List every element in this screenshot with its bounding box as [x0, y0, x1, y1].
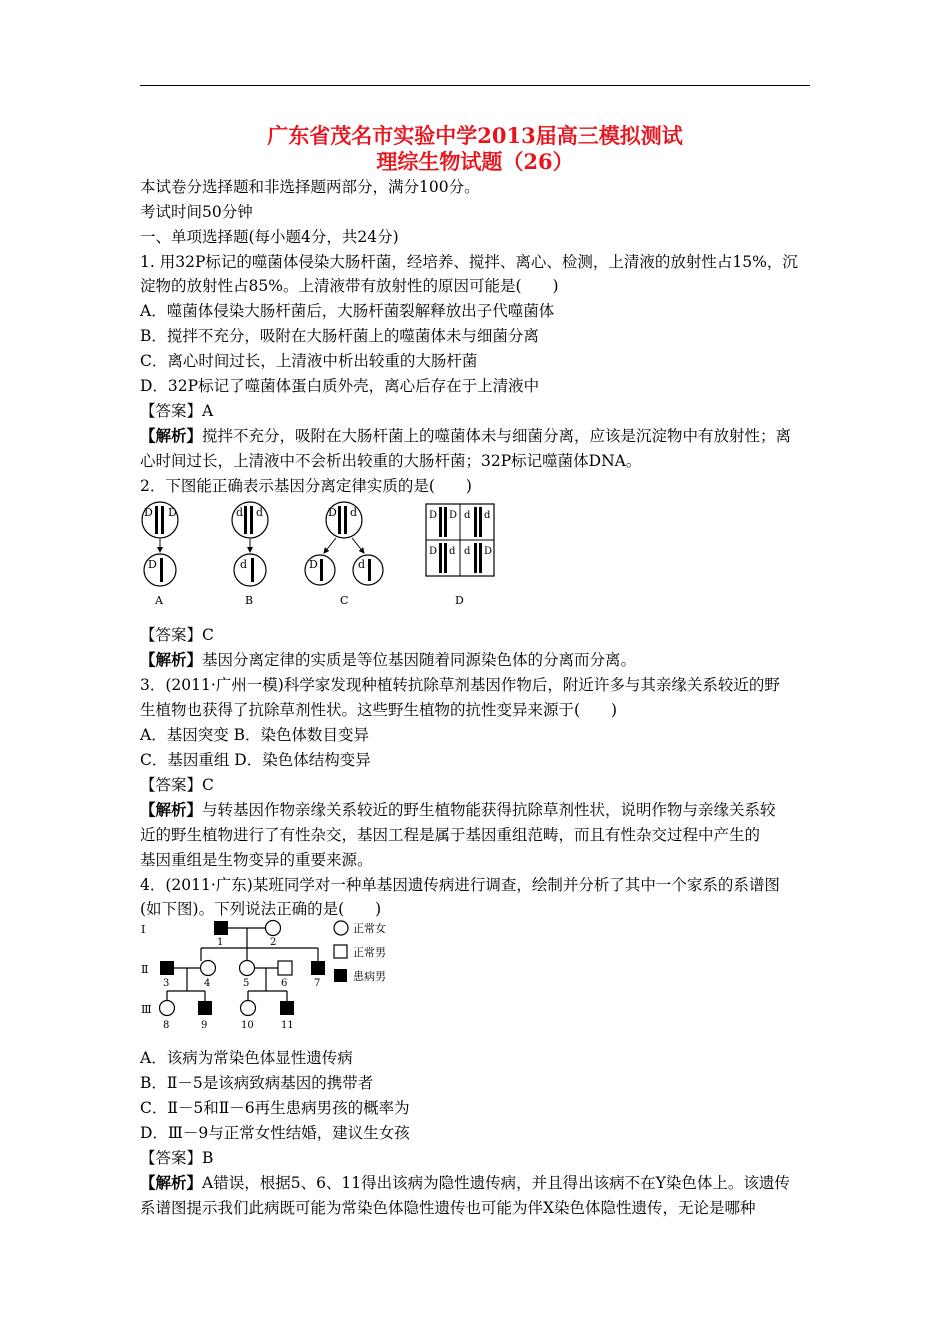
allele-label: d: [240, 558, 248, 571]
q4-analysis: 系谱图提示我们此病既可能为常染色体隐性遗传也可能为伴X染色体隐性遗传，无论是哪种: [140, 1199, 756, 1217]
allele-label: d: [449, 546, 456, 557]
allele-label: D: [429, 546, 438, 557]
normal-female: [241, 1001, 256, 1016]
individual-number: 5: [243, 978, 250, 989]
q1-stem: 1. 用32P标记的噬菌体侵染大肠杆菌，经培养、搅拌、离心、检测，上清液的放射性占15%，沉: [140, 253, 798, 271]
top-rule: [140, 85, 810, 86]
individual-number: 6: [281, 978, 288, 989]
figure-label-d: D: [455, 594, 464, 607]
allele-label: d: [484, 510, 491, 521]
figure-label-c: C: [340, 594, 349, 607]
affected-male: [198, 1001, 212, 1015]
analysis-tag: 【解析】: [140, 800, 203, 819]
q4-answer: 【答案】B: [140, 1149, 214, 1167]
allele-label: D: [168, 506, 177, 519]
individual-number: 8: [163, 1020, 170, 1031]
legend-label: 正常女: [353, 922, 386, 935]
q4-option-d: D．Ⅲ－9与正常女性结婚，建议生女孩: [140, 1124, 410, 1142]
allele-label: D: [309, 558, 318, 571]
analysis-tag: 【解析】: [140, 426, 203, 445]
affected-male: [160, 961, 174, 975]
q2-stem: 2．下图能正确表示基因分离定律实质的是( ): [140, 477, 472, 495]
q3-analysis: [140, 800, 815, 820]
q4-option-a: A．该病为常染色体显性遗传病: [140, 1049, 353, 1067]
q2-figure: [130, 498, 510, 610]
q4-option-b: B．Ⅱ－5是该病致病基因的携带者: [140, 1074, 374, 1092]
individual-number: 7: [314, 978, 321, 989]
allele-label: D: [148, 558, 157, 571]
affected-male: [311, 961, 325, 975]
normal-female: [201, 961, 216, 976]
q4-stem: 4．(2011·广东)某班同学对一种单基因遗传病进行调查，绘制并分析了其中一个家系的系谱图: [140, 876, 780, 894]
page-title: 广东省茂名市实验中学2013届高三模拟测试: [267, 123, 683, 148]
pedigree-legend: [334, 921, 386, 983]
normal-female: [160, 1001, 175, 1016]
q1-option-c: C．离心时间过长，上清液中析出较重的大肠杆菌: [140, 352, 478, 370]
affected-male: [280, 1001, 294, 1015]
normal-female: [266, 921, 281, 936]
analysis-text: 与转基因作物亲缘关系较近的野生植物能获得抗除草剂性状，说明作物与亲缘关系较: [202, 801, 776, 819]
analysis-text: 搅拌不充分，吸附在大肠杆菌上的噬菌体未与细菌分离，应该是沉淀物中有放射性；离: [202, 427, 792, 445]
legend-label: 患病男: [353, 970, 386, 983]
analysis-text: A错误，根据5、6、11得出该病为隐性遗传病，并且得出该病不在Y染色体上。该遗传: [202, 1174, 790, 1192]
q3-options: A．基因突变 B．染色体数目变异: [140, 726, 370, 744]
q2-answer: 【答案】C: [140, 626, 214, 644]
figure-d: [426, 504, 494, 607]
allele-label: D: [328, 506, 337, 519]
figure-label-b: B: [245, 594, 254, 607]
allele-label: d: [464, 510, 471, 521]
allele-label: D: [144, 506, 153, 519]
allele-label: D: [449, 510, 458, 521]
allele-label: D: [484, 546, 493, 557]
q1-analysis: [140, 426, 815, 446]
generation-label: Ⅲ: [141, 1003, 152, 1016]
affected-male: [214, 921, 228, 935]
pedigree-chart: [135, 916, 415, 1036]
generation-label: Ⅱ: [141, 963, 149, 976]
allele-label: d: [256, 506, 264, 519]
legend-label: 正常男: [353, 946, 386, 959]
q1-analysis: 心时间过长，上清液中不会析出较重的大肠杆菌；32P标记噬菌体DNA。: [140, 452, 642, 470]
figure-label-a: A: [155, 594, 163, 607]
normal-female: [240, 961, 255, 976]
individual-number: 11: [281, 1020, 294, 1031]
page-subtitle: 理综生物试题（26）: [376, 149, 574, 174]
q3-stem: 3．(2011·广州一模)科学家发现种植转抗除草剂基因作物后，附近许多与其亲缘关系较近的野: [140, 676, 780, 694]
q3-answer: 【答案】C: [140, 776, 214, 794]
q4-option-c: C．Ⅱ－5和Ⅱ－6再生患病男孩的概率为: [140, 1099, 410, 1117]
q1-stem: 淀物的放射性占85%。上清液带有放射性的原因可能是( ): [140, 277, 559, 295]
section-heading: 一、单项选择题(每小题4分，共24分): [140, 228, 399, 246]
individual-number: 1: [217, 937, 224, 948]
q2-analysis: [140, 650, 815, 670]
figure-c: [305, 502, 383, 607]
q1-option-b: B．搅拌不充分，吸附在大肠杆菌上的噬菌体未与细菌分离: [140, 327, 539, 345]
individual-number: 4: [204, 978, 211, 989]
figure-b: [232, 502, 268, 607]
q1-answer: 【答案】A: [140, 402, 214, 420]
q3-options: C．基因重组 D．染色体结构变异: [140, 751, 371, 769]
generation-label: Ⅰ: [141, 923, 146, 936]
analysis-tag: 【解析】: [140, 1173, 203, 1192]
intro-line: 考试时间50分钟: [140, 203, 253, 221]
individual-number: 9: [201, 1020, 208, 1031]
q1-option-d: D．32P标记了噬菌体蛋白质外壳，离心后存在于上清液中: [140, 377, 540, 395]
q3-stem: 生植物也获得了抗除草剂性状。这些野生植物的抗性变异来源于( ): [140, 701, 618, 719]
individual-number: 10: [241, 1020, 254, 1031]
analysis-tag: 【解析】: [140, 650, 203, 669]
figure-a: [142, 502, 178, 607]
allele-label: d: [464, 546, 471, 557]
intro-line: 本试卷分选择题和非选择题两部分，满分100分。: [140, 178, 480, 196]
q4-analysis: [140, 1173, 815, 1193]
q3-analysis: 近的野生植物进行了有性杂交，基因工程是属于基因重组范畴，而且有性杂交过程中产生的: [140, 826, 761, 844]
q1-option-a: A．噬菌体侵染大肠杆菌后，大肠杆菌裂解释放出子代噬菌体: [140, 302, 555, 320]
individual-number: 2: [270, 937, 277, 948]
allele-label: d: [350, 506, 358, 519]
allele-label: d: [358, 558, 366, 571]
analysis-text: 基因分离定律的实质是等位基因随着同源染色体的分离而分离。: [202, 651, 637, 669]
individual-number: 3: [163, 978, 170, 989]
allele-label: d: [236, 506, 244, 519]
q3-analysis: 基因重组是生物变异的重要来源。: [140, 851, 373, 869]
normal-male: [278, 961, 292, 975]
allele-label: D: [429, 510, 438, 521]
q4-stem: (如下图)。下列说法正确的是( ): [140, 900, 382, 918]
